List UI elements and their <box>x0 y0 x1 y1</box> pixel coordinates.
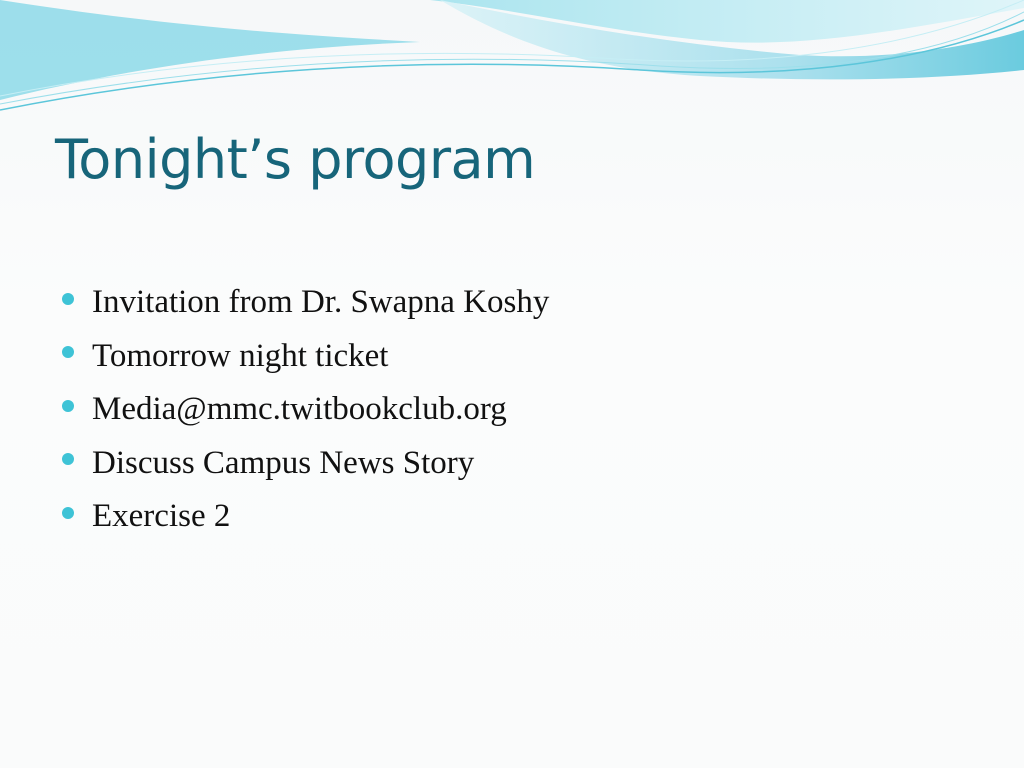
bullet-dot-icon <box>62 453 74 465</box>
bullet-list <box>62 276 549 544</box>
bullet-text: Invitation from Dr. Swapna Koshy <box>92 284 550 321</box>
list-item <box>62 383 549 437</box>
list-item <box>62 437 549 491</box>
bullet-dot-icon <box>62 293 74 305</box>
bullet-text: Discuss Campus News Story <box>92 444 475 481</box>
list-item <box>62 490 549 544</box>
page-title: Tonight’s program <box>55 128 536 191</box>
bullet-dot-icon <box>62 507 74 519</box>
bullet-dot-icon <box>62 400 74 412</box>
list-item <box>62 330 549 384</box>
bullet-text: Media@mmc.twitbookclub.org <box>92 391 507 428</box>
bullet-text: Exercise 2 <box>92 498 231 535</box>
wave-band-left <box>0 0 420 100</box>
bullet-text: Tomorrow night ticket <box>92 337 389 374</box>
bullet-dot-icon <box>62 346 74 358</box>
decorative-wave-header <box>0 0 1024 130</box>
list-item <box>62 276 549 330</box>
